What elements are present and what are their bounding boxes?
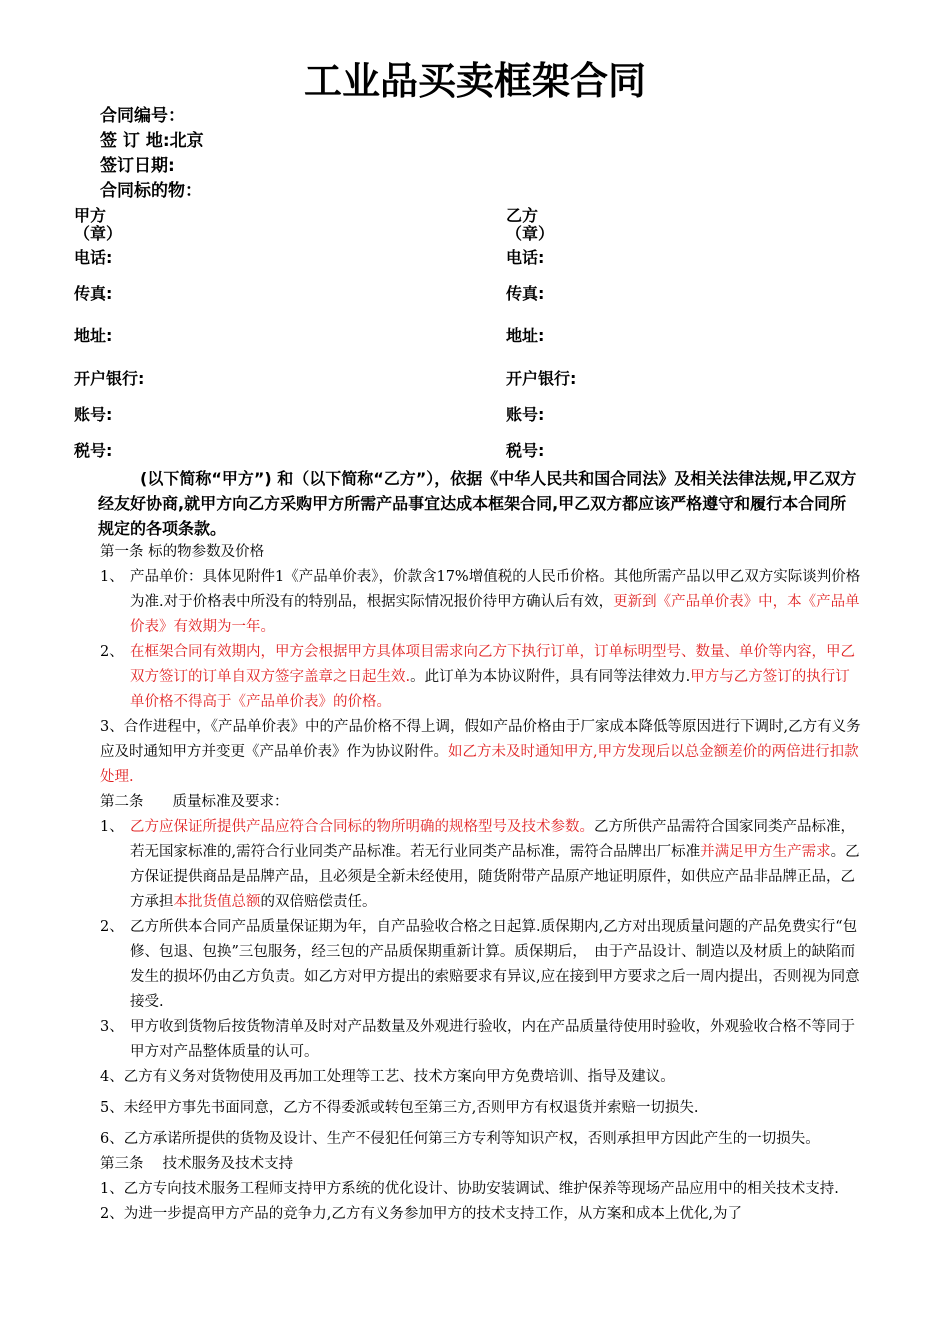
clause-text: 甲方收到货物后按货物清单及时对产品数量及外观进行验收，内在产品质量待使用时验收，外观验收合格不等同于甲方对产品整体质量的认可。 [130, 1019, 855, 1060]
article-3-clause-2: 2、为进一步提高甲方产品的竞争力,乙方有义务参加甲方的技术支持工作，从方案和成本上优化,为了 [100, 1206, 742, 1222]
article-2-clause-4: 4、乙方有义务对货物使用及再加工处理等工艺、技术方案向甲方免费培训、指导及建议。 [100, 1069, 675, 1085]
party-a-seal: （章） [74, 224, 123, 243]
page-title: 工业品买卖框架合同 [303, 59, 646, 103]
party-a-label: 甲方 [74, 206, 107, 225]
clause-text-highlight: 在框架合同有效期内，甲方会根据甲方具体项目需求向乙方下执行订单，订单标明型号、数量、单价等内容，甲乙双方签订的订单自双方签字盖章之日起生效. [130, 644, 855, 685]
contract-body [100, 540, 862, 1227]
clause-text-highlight: 乙方应保证所提供产品应符合合同标的物所明确的规格型号及技术参数。 [130, 819, 594, 835]
clause-text-highlight: 并满足甲方生产需求 [700, 844, 831, 860]
clause-text-highlight: 更新到《产品单价表》中，本《产品单价表》有效期为一年。 [130, 594, 860, 635]
clause-text-highlight: 本批货值总额 [173, 894, 261, 910]
party-b-address: 地址: [506, 326, 545, 345]
party-b-account: 账号: [506, 405, 545, 424]
clause-text: 的双倍赔偿责任。 [260, 894, 377, 910]
article-1-clause-1 [100, 565, 862, 640]
clause-text: 产品单价：具体见附件1《产品单价表》，价款含17%增值税的人民币价格。其他所需产品以甲乙双方实际谈判价格为准.对于价格表中所没有的特别品，根据实际情况报价待甲方确认后有效， [130, 569, 861, 610]
clause-number: 1、 [100, 819, 124, 835]
sign-place: 签 订 地:北京 [100, 131, 204, 151]
party-b-tax-no: 税号: [506, 441, 545, 460]
clause-number: 1、 [100, 569, 124, 585]
clause-text: 。此订单为本协议附件，具有同等法律效力. [410, 669, 691, 685]
article-2-clause-2 [100, 915, 862, 1015]
clause-text: 乙方所供产品需符合国家同类产品标准，若无国家标准的,需符合行业同类产品标准。若无行业同类产品标准，需符合品牌出厂标准 [130, 819, 855, 860]
party-b-label: 乙方 [506, 206, 539, 225]
party-a-account: 账号: [74, 405, 113, 424]
article-3-title: 第三条 技术服务及技术支持 [100, 1156, 294, 1172]
intro-paragraph: (以下简称“甲方”) 和（以下简称“乙方”），依据《中华人民共和国合同法》及相关法律法规,甲乙双方经友好协商,就甲方向乙方采购甲方所需产品事宜达成本框架合同,甲乙双方都应该严格遵守和履行本合同所规定的各项条款。 [98, 469, 857, 538]
clause-text: 3、合作进程中，《产品单价表》中的产品价格不得上调，假如产品价格由于厂家成本降低等原因进行下调时,乙方有义务应及时通知甲方并变更《产品单价表》作为协议附件。 [100, 719, 861, 760]
article-2-title: 第二条 质量标准及要求： [100, 794, 289, 810]
contract-subject: 合同标的物： [100, 181, 202, 201]
sign-date: 签订日期: [100, 156, 175, 176]
clause-number: 2、 [100, 644, 124, 660]
clause-text-highlight: 如乙方未及时通知甲方,甲方发现后以总金额差价的两倍进行扣款处理. [100, 744, 859, 785]
article-2-clause-1 [100, 815, 862, 915]
party-b-fax: 传真: [506, 284, 545, 303]
clause-text: 。乙方保证提供商品是品牌产品，且必须是全新未经使用，随货附带产品原产地证明原件，如供应产品非品牌正品，乙方承担 [130, 844, 860, 910]
clause-text-highlight: 甲方与乙方签订的执行订单价格不得高于《产品单价表》的价格。 [130, 669, 850, 710]
clause-number: 2、 [100, 919, 124, 935]
article-2-clause-6: 6、乙方承诺所提供的货物及设计、生产不侵犯任何第三方专利等知识产权，否则承担甲方因此产生的一切损失。 [100, 1131, 820, 1147]
article-1-title: 第一条 标的物参数及价格 [100, 544, 265, 560]
article-3-clause-1: 1、乙方专向技术服务工程师支持甲方系统的优化设计、协助安装调试、维护保养等现场产品应用中的相关技术支持. [100, 1181, 839, 1197]
party-a-tax-no: 税号: [74, 441, 113, 460]
article-1-clause-2 [100, 640, 862, 715]
party-b-phone: 电话: [506, 248, 545, 267]
article-2-clause-5: 5、未经甲方事先书面同意，乙方不得委派或转包至第三方,否则甲方有权退货并索赔一切损失. [100, 1100, 699, 1116]
party-a-bank: 开户银行: [74, 369, 145, 388]
party-a-phone: 电话: [74, 248, 113, 267]
article-1-clause-3 [100, 715, 862, 790]
clause-text: 乙方所供本合同产品质量保证期为年，自产品验收合格之日起算.质保期内,乙方对出现质量问题的产品免费实行“包修、包退、包换”三包服务，经三包的产品质保期重新计算。质保期后， 由于产品设计、制造以及材质上的缺陷而发生的损坏仍由乙方负责。如乙方对甲方提出的索赔要求有异议,应在接到甲方要求之后一周内提出，否则视为同意接受. [130, 919, 860, 1010]
article-2-clause-3 [100, 1015, 862, 1065]
party-b-bank: 开户银行: [506, 369, 577, 388]
party-b-seal: （章） [506, 224, 555, 243]
party-a-fax: 传真: [74, 284, 113, 303]
contract-number: 合同编号： [100, 106, 185, 126]
party-a-address: 地址: [74, 326, 113, 345]
clause-number: 3、 [100, 1019, 124, 1035]
